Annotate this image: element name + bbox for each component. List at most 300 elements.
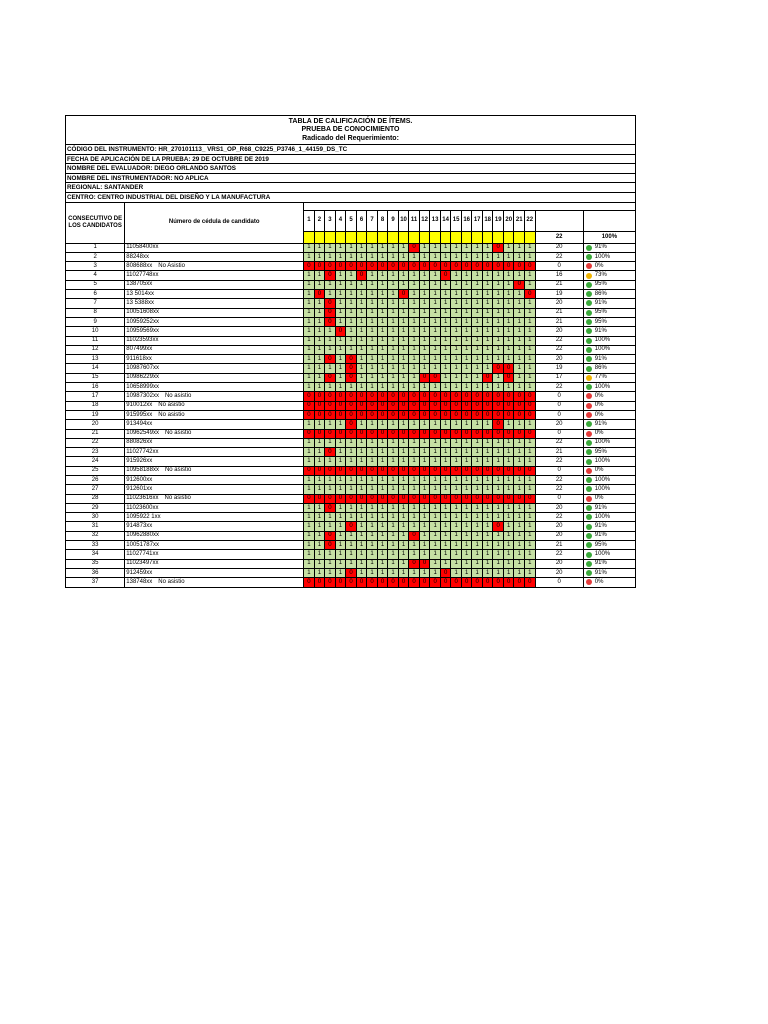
score-cell: 0: [335, 327, 346, 336]
score-cell: 0: [461, 262, 472, 271]
score-cell: 0: [525, 494, 536, 503]
score-cell: 1: [335, 243, 346, 252]
header-consecutivo: CONSECUTIVO DE LOS CANDIDATOS: [66, 202, 125, 243]
score-cell: 0: [367, 410, 378, 419]
score-cell: 1: [472, 308, 483, 317]
score-cell: 0: [356, 494, 367, 503]
score-cell: 1: [314, 513, 325, 522]
total-max: 22: [535, 231, 583, 243]
score-cell: 1: [525, 373, 536, 382]
row-cedula: 11027748xx: [126, 272, 159, 279]
score-cell: 1: [377, 513, 388, 522]
score-cell: 1: [482, 513, 493, 522]
score-cell: 0: [472, 466, 483, 475]
score-cell: 1: [356, 308, 367, 317]
score-cell: 1: [525, 280, 536, 289]
table-row: [66, 541, 636, 550]
score-cell: 0: [346, 410, 357, 419]
score-cell: 0: [377, 494, 388, 503]
score-cell: 0: [304, 429, 315, 438]
row-pct-cell: [583, 401, 635, 410]
score-cell: 0: [409, 243, 420, 252]
score-cell: 1: [482, 299, 493, 308]
score-cell: 1: [440, 503, 451, 512]
score-cell: 1: [346, 503, 357, 512]
score-cell: 0: [525, 262, 536, 271]
score-cell: 1: [335, 252, 346, 261]
score-cell: 1: [367, 345, 378, 354]
score-cell: 1: [398, 541, 409, 550]
score-cell: 1: [451, 531, 462, 540]
score-cell: 1: [430, 243, 441, 252]
score-cell: 1: [335, 503, 346, 512]
row-pct: 0%: [594, 578, 604, 585]
item-number-header: 9: [388, 211, 399, 232]
score-cell: 1: [503, 355, 514, 364]
score-cell: 1: [472, 327, 483, 336]
row-cedula: 1095922 1xx: [126, 513, 161, 520]
score-cell: 1: [419, 299, 430, 308]
score-cell: 1: [525, 448, 536, 457]
score-cell: 0: [514, 429, 525, 438]
score-cell: 1: [440, 531, 451, 540]
score-cell: 1: [514, 345, 525, 354]
score-cell: 1: [451, 513, 462, 522]
score-cell: 1: [314, 541, 325, 550]
score-cell: 1: [398, 355, 409, 364]
check-circle-icon: [586, 310, 592, 316]
score-cell: 1: [525, 541, 536, 550]
score-cell: 1: [356, 327, 367, 336]
row-cedula-cell: [125, 373, 304, 382]
row-pct-cell: [583, 308, 635, 317]
row-cedula: 10658999xx: [126, 383, 159, 390]
row-pct: 73%: [594, 272, 607, 279]
score-cell: 1: [314, 252, 325, 261]
score-cell: 0: [440, 410, 451, 419]
row-pct-cell: [583, 541, 635, 550]
row-pct: 100%: [594, 337, 611, 344]
score-cell: 1: [482, 308, 493, 317]
score-cell: 0: [346, 466, 357, 475]
score-cell: 1: [304, 280, 315, 289]
score-cell: 1: [461, 290, 472, 299]
score-cell: 1: [377, 271, 388, 280]
score-cell: 1: [503, 299, 514, 308]
score-cell: 0: [356, 401, 367, 410]
score-cell: 0: [461, 578, 472, 587]
score-cell: 1: [356, 252, 367, 261]
score-cell: 1: [482, 327, 493, 336]
score-cell: 1: [388, 364, 399, 373]
row-pct-cell: [583, 355, 635, 364]
score-cell: 1: [314, 503, 325, 512]
score-cell: 1: [325, 420, 336, 429]
score-cell: 1: [430, 336, 441, 345]
score-cell: 1: [451, 355, 462, 364]
score-cell: 0: [304, 410, 315, 419]
score-cell: 0: [430, 410, 441, 419]
score-cell: 1: [503, 522, 514, 531]
score-cell: 0: [451, 262, 462, 271]
row-pct-cell: [583, 262, 635, 271]
score-cell: 1: [304, 550, 315, 559]
score-cell: 0: [314, 578, 325, 587]
row-pct: 0%: [594, 467, 604, 474]
score-cell: 0: [325, 401, 336, 410]
answer-key-cell: [409, 231, 420, 243]
score-cell: 0: [377, 429, 388, 438]
score-cell: 1: [440, 280, 451, 289]
score-cell: 1: [388, 550, 399, 559]
score-cell: 1: [409, 420, 420, 429]
score-cell: 1: [440, 522, 451, 531]
row-total: 0: [535, 494, 583, 503]
score-cell: 0: [356, 410, 367, 419]
score-cell: 1: [472, 252, 483, 261]
row-consecutivo: 27: [66, 485, 125, 494]
sheet-title: TABLA DE CALIFICACIÓN DE ÍTEMS.: [288, 118, 413, 125]
score-cell: 0: [409, 262, 420, 271]
row-total: 22: [535, 438, 583, 447]
score-cell: 1: [493, 541, 504, 550]
score-cell: 1: [356, 383, 367, 392]
row-pct-cell: [583, 280, 635, 289]
score-cell: 1: [525, 513, 536, 522]
score-cell: 1: [503, 383, 514, 392]
table-row: [66, 457, 636, 466]
score-cell: 1: [461, 299, 472, 308]
score-cell: 1: [367, 327, 378, 336]
score-cell: 1: [430, 568, 441, 577]
score-cell: 1: [503, 420, 514, 429]
score-cell: 1: [304, 299, 315, 308]
score-cell: 0: [346, 568, 357, 577]
row-pct-cell: [583, 448, 635, 457]
score-cell: 1: [482, 457, 493, 466]
score-cell: 0: [430, 262, 441, 271]
table-row: [66, 448, 636, 457]
row-cedula: 912600xx: [126, 476, 153, 483]
score-cell: 1: [367, 531, 378, 540]
score-cell: 1: [377, 568, 388, 577]
score-cell: 1: [461, 475, 472, 484]
row-cedula-cell: [125, 364, 304, 373]
row-consecutivo: 30: [66, 513, 125, 522]
check-circle-icon: [586, 300, 592, 306]
score-cell: 1: [419, 568, 430, 577]
score-cell: 1: [503, 448, 514, 457]
row-cedula-cell: [125, 559, 304, 568]
row-cedula: 914873xx: [126, 523, 153, 530]
score-cell: 1: [514, 327, 525, 336]
score-cell: 1: [314, 271, 325, 280]
score-cell: 1: [514, 541, 525, 550]
score-cell: 1: [451, 522, 462, 531]
score-cell: 1: [525, 438, 536, 447]
row-note: No asistio: [158, 402, 185, 409]
score-cell: 1: [419, 327, 430, 336]
score-cell: 0: [346, 364, 357, 373]
row-total: 0: [535, 401, 583, 410]
score-cell: 1: [503, 559, 514, 568]
row-pct: 86%: [594, 365, 607, 372]
score-cell: 1: [493, 290, 504, 299]
score-cell: 0: [493, 420, 504, 429]
score-cell: 1: [377, 559, 388, 568]
score-cell: 1: [409, 541, 420, 550]
score-cell: 1: [419, 420, 430, 429]
item-number-header: 11: [409, 211, 420, 232]
score-cell: 1: [461, 336, 472, 345]
score-cell: 1: [503, 317, 514, 326]
score-cell: 1: [325, 559, 336, 568]
row-pct: 91%: [594, 523, 607, 530]
score-cell: 1: [304, 503, 315, 512]
score-cell: 0: [440, 568, 451, 577]
score-cell: 0: [419, 559, 430, 568]
score-cell: 1: [514, 475, 525, 484]
table-row: [66, 559, 636, 568]
score-cell: 0: [398, 494, 409, 503]
row-cedula-cell: [125, 429, 304, 438]
score-cell: 1: [451, 308, 462, 317]
score-cell: 1: [451, 448, 462, 457]
answer-key-cell: [346, 231, 357, 243]
row-cedula: 10051608xx: [126, 309, 159, 316]
check-circle-icon: [586, 533, 592, 539]
score-cell: 0: [525, 578, 536, 587]
item-number-header: 8: [377, 211, 388, 232]
table-row: [66, 317, 636, 326]
sheet-header: [65, 115, 636, 144]
cross-circle-icon: [586, 496, 592, 502]
score-cell: 1: [388, 457, 399, 466]
score-cell: 1: [525, 550, 536, 559]
row-note: No Asistio: [158, 262, 185, 269]
row-consecutivo: 14: [66, 364, 125, 373]
score-cell: 0: [304, 401, 315, 410]
score-cell: 1: [525, 364, 536, 373]
score-cell: 1: [440, 550, 451, 559]
table-row: [66, 531, 636, 540]
score-cell: 1: [367, 383, 378, 392]
score-cell: 1: [398, 485, 409, 494]
row-consecutivo: 24: [66, 457, 125, 466]
row-pct-cell: [583, 513, 635, 522]
score-cell: 1: [430, 420, 441, 429]
pct-max: 100%: [583, 231, 635, 243]
score-cell: 0: [398, 429, 409, 438]
score-cell: 1: [398, 475, 409, 484]
score-cell: 1: [451, 345, 462, 354]
score-cell: 1: [440, 438, 451, 447]
row-pct-cell: [583, 494, 635, 503]
score-cell: 1: [356, 475, 367, 484]
row-cedula-cell: [125, 271, 304, 280]
row-consecutivo: 32: [66, 531, 125, 540]
score-cell: 1: [440, 299, 451, 308]
score-cell: 0: [335, 392, 346, 401]
row-pct-cell: [583, 485, 635, 494]
row-cedula: 10962549xx: [126, 430, 159, 437]
check-circle-icon: [586, 552, 592, 558]
answer-key-cell: [398, 231, 409, 243]
score-cell: 0: [346, 262, 357, 271]
score-cell: 1: [451, 503, 462, 512]
score-cell: 1: [346, 559, 357, 568]
score-cell: 0: [503, 401, 514, 410]
score-cell: 0: [377, 262, 388, 271]
score-cell: 1: [398, 299, 409, 308]
score-cell: 1: [367, 503, 378, 512]
score-cell: 1: [440, 485, 451, 494]
score-cell: 1: [514, 522, 525, 531]
score-cell: 1: [430, 355, 441, 364]
row-note: No asistio: [164, 392, 192, 399]
row-note: No asistio: [164, 467, 192, 474]
score-cell: 1: [514, 568, 525, 577]
score-cell: 1: [472, 364, 483, 373]
score-cell: 1: [409, 568, 420, 577]
score-cell: 1: [461, 420, 472, 429]
score-cell: 0: [325, 503, 336, 512]
row-consecutivo: 25: [66, 466, 125, 475]
score-cell: 1: [325, 550, 336, 559]
score-cell: 1: [325, 383, 336, 392]
score-cell: 0: [525, 429, 536, 438]
header-cedula: Número de cédula de candidato: [125, 202, 304, 243]
score-cell: 1: [304, 420, 315, 429]
score-cell: 1: [440, 541, 451, 550]
score-cell: 1: [398, 559, 409, 568]
score-cell: 0: [525, 410, 536, 419]
score-cell: 0: [335, 410, 346, 419]
score-cell: 1: [335, 299, 346, 308]
row-total: 19: [535, 290, 583, 299]
score-cell: 1: [482, 559, 493, 568]
score-cell: 1: [356, 336, 367, 345]
score-cell: 1: [440, 513, 451, 522]
score-cell: 1: [398, 522, 409, 531]
score-cell: 1: [430, 383, 441, 392]
score-cell: 0: [503, 373, 514, 382]
score-cell: 1: [346, 243, 357, 252]
score-cell: 1: [388, 327, 399, 336]
score-cell: 0: [409, 392, 420, 401]
score-cell: 1: [451, 373, 462, 382]
row-consecutivo: 17: [66, 392, 125, 401]
score-cell: 1: [493, 271, 504, 280]
score-cell: 1: [335, 345, 346, 354]
row-pct: 91%: [594, 327, 607, 334]
score-cell: 0: [388, 578, 399, 587]
row-pct: 100%: [594, 346, 611, 353]
answer-key-cell: [325, 231, 336, 243]
score-cell: 0: [304, 494, 315, 503]
row-total: 21: [535, 448, 583, 457]
score-cell: 0: [514, 392, 525, 401]
row-pct: 95%: [594, 309, 607, 316]
score-cell: 1: [514, 336, 525, 345]
score-cell: 1: [482, 503, 493, 512]
score-cell: 1: [325, 364, 336, 373]
score-cell: 1: [356, 243, 367, 252]
score-cell: 1: [409, 327, 420, 336]
score-cell: 1: [388, 243, 399, 252]
row-total: 20: [535, 243, 583, 252]
score-cell: 1: [335, 541, 346, 550]
score-cell: 1: [346, 550, 357, 559]
score-cell: 1: [451, 327, 462, 336]
score-cell: 1: [367, 568, 378, 577]
score-cell: 1: [472, 503, 483, 512]
score-cell: 1: [482, 550, 493, 559]
score-cell: 0: [335, 578, 346, 587]
score-cell: 0: [314, 494, 325, 503]
check-circle-icon: [586, 245, 592, 251]
score-cell: 1: [409, 522, 420, 531]
score-cell: 1: [525, 336, 536, 345]
item-number-header: 3: [325, 211, 336, 232]
score-cell: 1: [346, 485, 357, 494]
score-cell: 0: [419, 429, 430, 438]
score-cell: 1: [409, 513, 420, 522]
score-cell: 1: [377, 522, 388, 531]
score-cell: 1: [493, 559, 504, 568]
item-number-header: 16: [461, 211, 472, 232]
score-cell: 0: [346, 355, 357, 364]
score-cell: 1: [472, 271, 483, 280]
score-cell: 1: [314, 299, 325, 308]
score-cell: 1: [388, 290, 399, 299]
score-cell: 0: [356, 262, 367, 271]
score-cell: 1: [430, 475, 441, 484]
score-cell: 1: [503, 531, 514, 540]
score-cell: 1: [514, 308, 525, 317]
row-consecutivo: 4: [66, 271, 125, 280]
score-cell: 1: [503, 485, 514, 494]
check-circle-icon: [586, 384, 592, 390]
table-row: [66, 262, 636, 271]
score-cell: 1: [525, 308, 536, 317]
score-cell: 1: [461, 550, 472, 559]
row-pct-cell: [583, 420, 635, 429]
table-row: [66, 327, 636, 336]
check-circle-icon: [586, 440, 592, 446]
score-cell: 1: [377, 485, 388, 494]
score-cell: 0: [525, 401, 536, 410]
table-row: [66, 503, 636, 512]
score-cell: 1: [388, 252, 399, 261]
score-cell: 1: [419, 280, 430, 289]
score-cell: 1: [314, 355, 325, 364]
sheet-subtitle: PRUEBA DE CONOCIMIENTO: [301, 126, 400, 134]
score-cell: 1: [493, 448, 504, 457]
score-cell: 1: [440, 345, 451, 354]
scores-table: [65, 202, 636, 588]
score-cell: 1: [304, 308, 315, 317]
score-cell: 1: [304, 317, 315, 326]
score-cell: 1: [430, 503, 441, 512]
row-consecutivo: 6: [66, 290, 125, 299]
score-cell: 1: [493, 336, 504, 345]
row-consecutivo: 18: [66, 401, 125, 410]
cross-circle-icon: [586, 393, 592, 399]
row-pct: 100%: [594, 513, 611, 520]
row-pct-cell: [583, 503, 635, 512]
row-pct: 0%: [594, 411, 604, 418]
